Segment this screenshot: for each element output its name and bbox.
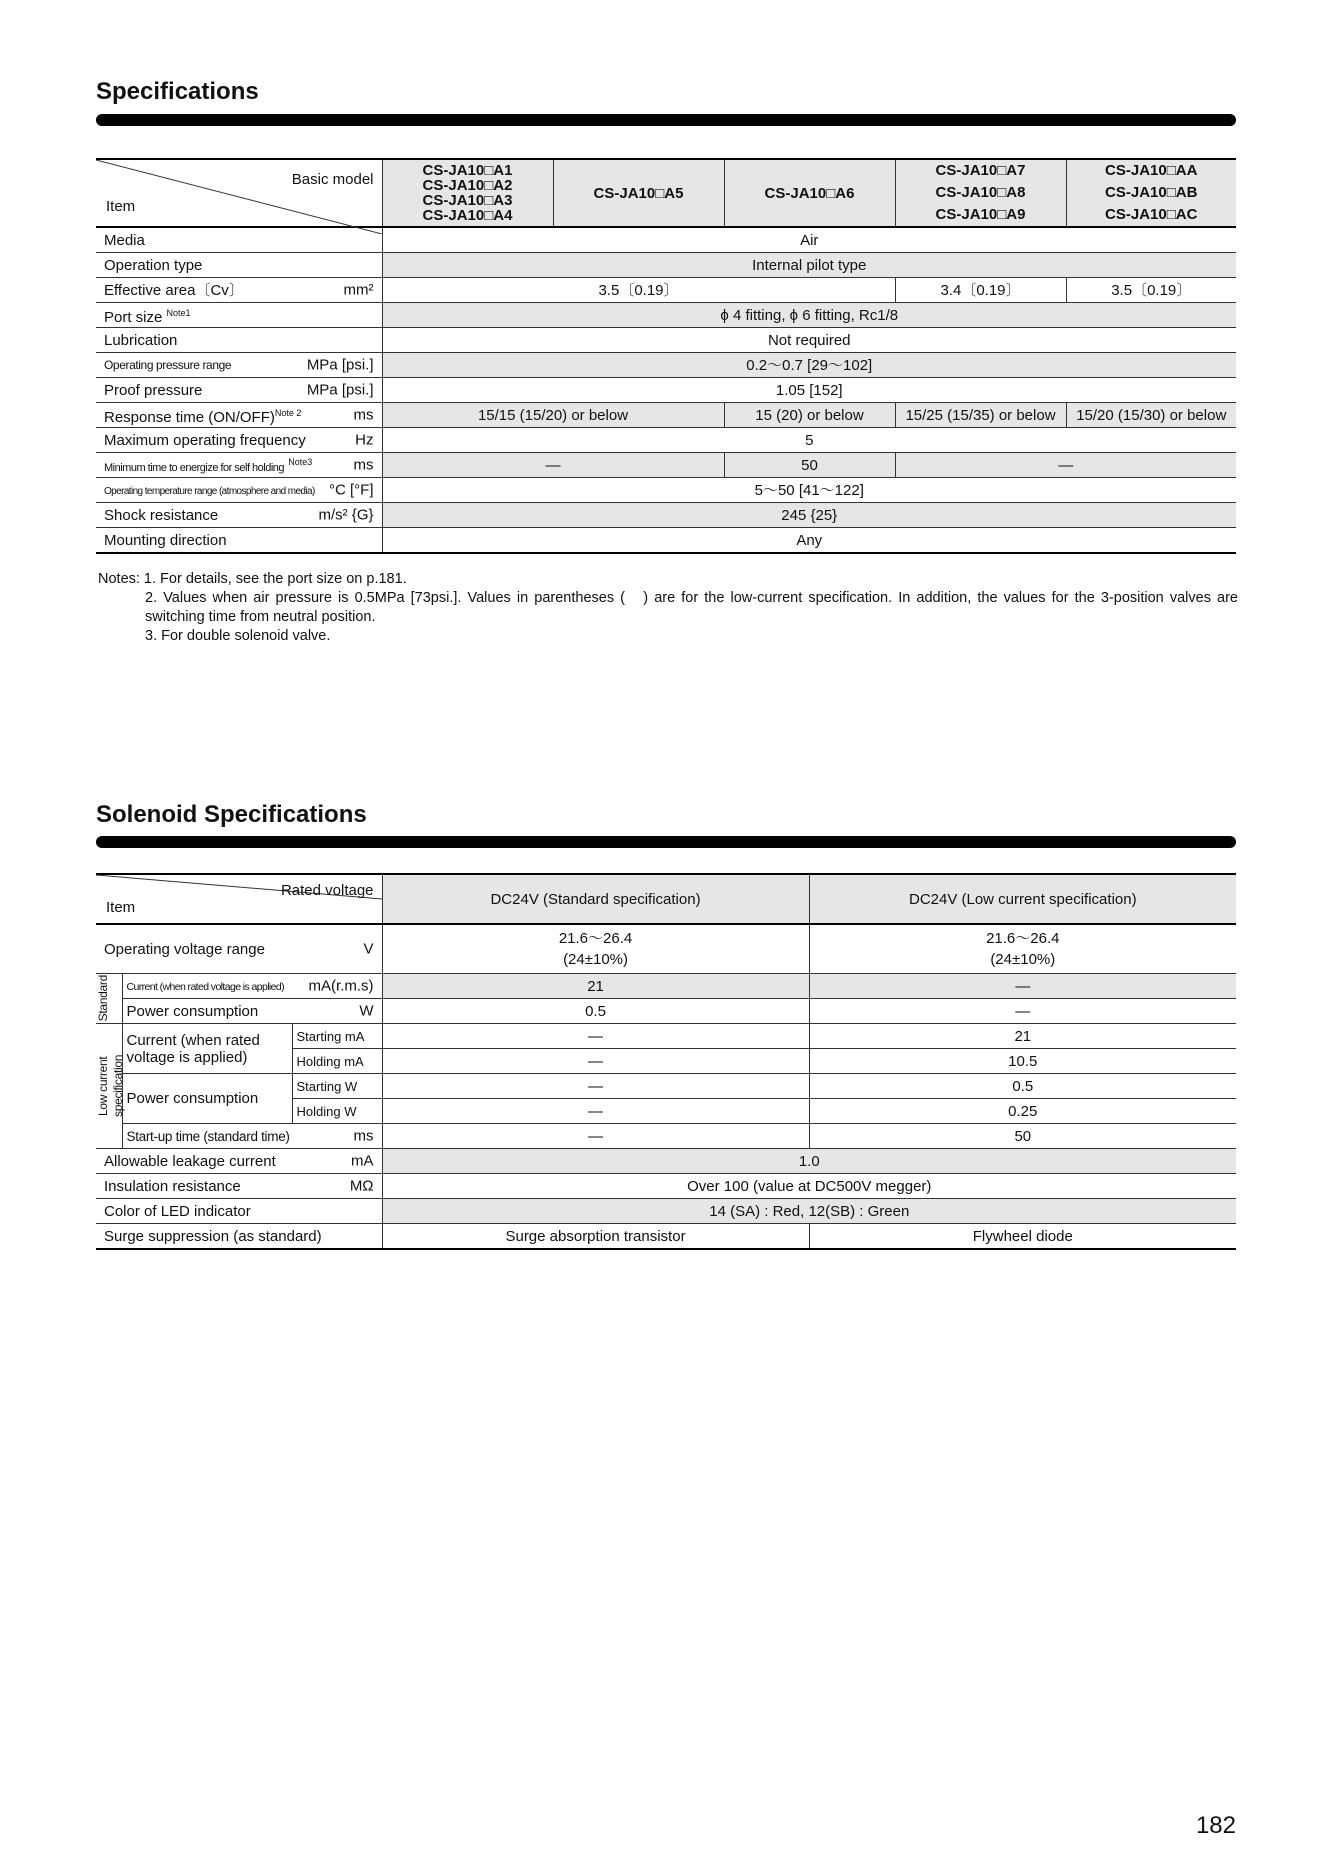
row-unit: MΩ (349, 1177, 374, 1195)
row-value: Surge absorption transistor (382, 1224, 809, 1250)
row-label-cell (96, 453, 382, 478)
row-value: 3.5〔0.19〕 (1066, 278, 1236, 303)
spec-row-mounting (96, 528, 1236, 554)
spec-title-bar (96, 114, 1236, 126)
row-label: Operating voltage range (104, 940, 265, 958)
row-unit: ms (353, 1127, 374, 1145)
row-label-cell (96, 403, 382, 428)
spec-row-shock (96, 503, 1236, 528)
row-value: 0.2～0.7 [29～102] (382, 353, 1236, 378)
row-value: 15/25 (15/35) or below (895, 403, 1066, 428)
sol-row-low-power-start (96, 1074, 1236, 1099)
row-label-cell (122, 974, 382, 999)
row-value: ϕ 4 fitting, ϕ 6 fitting, Rc1/8 (382, 303, 1236, 328)
row-value: 0.5 (809, 1074, 1236, 1099)
row-label-cell (96, 278, 382, 303)
row-label: Operation type (96, 253, 382, 278)
spec-row-area (96, 278, 1236, 303)
spec-notes (98, 570, 1238, 646)
row-unit: ms (353, 406, 374, 424)
spec-row-port (96, 303, 1236, 328)
sol-row-std-power (96, 999, 1236, 1024)
model-name: CS-JA10□A7 (935, 162, 1026, 179)
group-low-cell (96, 1024, 125, 1149)
row-value: 15/20 (15/30) or below (1066, 403, 1236, 428)
row-unit: MPa [psi.] (306, 356, 374, 374)
row-label: Media (96, 227, 382, 253)
sol-row-surge (96, 1224, 1236, 1250)
row-label: Port size (104, 308, 163, 326)
row-value: 15/15 (15/20) or below (382, 403, 724, 428)
row-value: 1.05 [152] (382, 378, 1236, 403)
row-unit: mA (351, 1152, 374, 1170)
row-value: — (382, 1074, 809, 1099)
row-unit: mA(r.m.s) (308, 977, 374, 995)
spec-header-corner (96, 159, 382, 227)
model-name: CS-JA10□AC (1105, 206, 1198, 223)
row-value: — (382, 1024, 809, 1049)
row-label-cell (96, 303, 382, 328)
row-unit: m/s² {G} (318, 506, 374, 524)
sol-row-low-current-start (96, 1024, 1236, 1049)
row-label-cell (122, 1124, 382, 1149)
sol-row-leakage (96, 1149, 1236, 1174)
row-label: Color of LED indicator (96, 1199, 382, 1224)
spec-table (96, 158, 1236, 554)
row-label: Lubrication (96, 328, 382, 353)
item-label: Item (106, 198, 136, 215)
row-label: Minimum time to energize for self holding (104, 461, 285, 474)
spec-row-temp (96, 478, 1236, 503)
row-value: 0.25 (809, 1099, 1236, 1124)
solenoid-table (96, 873, 1236, 1250)
spec-row-frequency (96, 428, 1236, 453)
row-unit: °C [°F] (329, 481, 374, 499)
row-value: — (895, 453, 1236, 478)
row-label: Current (when rated voltage is applied) (126, 980, 285, 993)
row-value: 1.0 (382, 1149, 1236, 1174)
row-value: Not required (382, 328, 1236, 353)
note-1: Notes: 1. For details, see the port size on p.181. (98, 571, 407, 587)
sub-label: Starting mA (292, 1024, 382, 1049)
spec-row-lubrication (96, 328, 1236, 353)
note-2: 2. Values when air pressure is 0.5MPa [73psi.]. Values in parentheses ( ) are for the low-current specification. In addition, the values for the 3-position valves are switching time from neutral position. (145, 590, 1238, 625)
spec-row-response (96, 403, 1236, 428)
sol-row-std-current (96, 974, 1236, 999)
row-label: Operating temperature range (atmosphere and media) (104, 485, 315, 497)
solenoid-header-row (96, 874, 1236, 924)
row-label: Power consumption (126, 1002, 259, 1020)
sol-row-voltage (96, 924, 1236, 974)
model-col-c: CS-JA10□A6 (724, 159, 895, 227)
solenoid-title: Solenoid Specifications (96, 801, 367, 828)
value-line: (24±10%) (990, 951, 1056, 968)
row-value: 5～50 [41～122] (382, 478, 1236, 503)
note-ref: Note1 (166, 307, 191, 318)
sol-row-insulation (96, 1174, 1236, 1199)
row-label-cell (96, 503, 382, 528)
row-label: Allowable leakage current (104, 1152, 276, 1170)
row-label-cell (96, 1174, 382, 1199)
row-label: Maximum operating frequency (104, 431, 306, 449)
model-col-b: CS-JA10□A5 (553, 159, 724, 227)
row-value: 10.5 (809, 1049, 1236, 1074)
model-col-d (895, 159, 1066, 227)
row-label: Effective area〔Cv〕 (104, 281, 244, 299)
row-value (809, 924, 1236, 974)
row-label: Power consumption (122, 1074, 292, 1124)
row-value: 50 (809, 1124, 1236, 1149)
row-unit: W (359, 1002, 374, 1020)
row-value (382, 924, 809, 974)
model-name: CS-JA10□AA (1105, 162, 1198, 179)
spec-row-op-pressure (96, 353, 1236, 378)
row-value: 50 (724, 453, 895, 478)
spec-title: Specifications (96, 78, 259, 105)
basic-model-label: Basic model (291, 171, 374, 188)
row-value: 3.5〔0.19〕 (382, 278, 895, 303)
value-line: (24±10%) (563, 951, 628, 968)
sub-label: Holding W (292, 1099, 382, 1124)
group-standard-label: Standard (96, 975, 110, 1022)
row-value: — (382, 1049, 809, 1074)
note-3: 3. For double solenoid valve. (145, 628, 331, 644)
model-name: CS-JA10□A1 (422, 162, 513, 179)
value-line: 21.6～26.4 (558, 930, 633, 947)
spec-row-proof (96, 378, 1236, 403)
model-name: CS-JA10□A2 (422, 177, 513, 194)
row-label: Proof pressure (104, 381, 203, 399)
rated-voltage-label: Rated voltage (280, 882, 374, 899)
row-value: 3.4〔0.19〕 (895, 278, 1066, 303)
row-value: 15 (20) or below (724, 403, 895, 428)
model-name: CS-JA10□A4 (422, 207, 513, 224)
row-label: Current (when rated voltage is applied) (122, 1024, 292, 1074)
row-value: — (382, 1124, 809, 1149)
solenoid-title-bar (96, 836, 1236, 848)
group-standard-cell (96, 974, 122, 1024)
row-value: — (809, 999, 1236, 1024)
sub-label: Holding mA (292, 1049, 382, 1074)
sub-label: Starting W (292, 1074, 382, 1099)
item-label: Item (106, 899, 136, 916)
solenoid-header-corner (96, 874, 382, 924)
row-label: Operating pressure range (104, 358, 232, 372)
row-value: Air (382, 227, 1236, 253)
row-unit: Hz (355, 431, 374, 449)
spec-header-row (96, 159, 1236, 227)
model-col-e (1066, 159, 1236, 227)
value-line: 21.6～26.4 (986, 930, 1060, 947)
row-value: — (382, 453, 724, 478)
row-label: Surge suppression (as standard) (96, 1224, 382, 1250)
row-value: 0.5 (382, 999, 809, 1024)
spec-row-min-time (96, 453, 1236, 478)
model-col-a (382, 159, 553, 227)
sol-row-led (96, 1199, 1236, 1224)
row-unit: ms (353, 456, 374, 474)
row-label-cell (96, 428, 382, 453)
page-number: 182 (1195, 1812, 1236, 1839)
row-label-cell (96, 1149, 382, 1174)
note-ref: Note 2 (274, 407, 302, 418)
row-value: Over 100 (value at DC500V megger) (382, 1174, 1236, 1199)
model-name: CS-JA10□A3 (422, 192, 513, 209)
spec-row-operation (96, 253, 1236, 278)
note-ref: Note3 (288, 456, 313, 467)
group-low-label: Low current specification (96, 1054, 125, 1118)
row-label-cell (96, 478, 382, 503)
model-name: CS-JA10□A9 (935, 206, 1026, 223)
row-label: Insulation resistance (104, 1177, 241, 1195)
row-label-cell (96, 378, 382, 403)
row-label: Shock resistance (104, 506, 219, 524)
row-value: 21 (382, 974, 809, 999)
row-value: 5 (382, 428, 1236, 453)
model-name: CS-JA10□AB (1105, 184, 1198, 201)
row-unit: MPa [psi.] (306, 381, 374, 399)
row-label-cell (96, 353, 382, 378)
row-value: Any (382, 528, 1236, 554)
spec-row-media (96, 227, 1236, 253)
row-value: Internal pilot type (382, 253, 1236, 278)
row-unit: V (363, 940, 374, 958)
row-value: Flywheel diode (809, 1224, 1236, 1250)
row-value: 245 {25} (382, 503, 1236, 528)
row-value: 21 (809, 1024, 1236, 1049)
row-label: Mounting direction (96, 528, 382, 554)
row-value: — (382, 1099, 809, 1124)
col-standard-header: DC24V (Standard specification) (382, 874, 809, 924)
model-name: CS-JA10□A8 (935, 184, 1026, 201)
row-value: 14 (SA) : Red, 12(SB) : Green (382, 1199, 1236, 1224)
col-low-current-header: DC24V (Low current specification) (809, 874, 1236, 924)
row-unit: mm² (343, 281, 374, 299)
sol-row-startup (96, 1124, 1236, 1149)
row-label-cell (96, 924, 382, 974)
row-value: — (809, 974, 1236, 999)
row-label: Start-up time (standard time) (126, 1128, 290, 1144)
row-label: Response time (ON/OFF) (104, 408, 275, 426)
row-label-cell (122, 999, 382, 1024)
